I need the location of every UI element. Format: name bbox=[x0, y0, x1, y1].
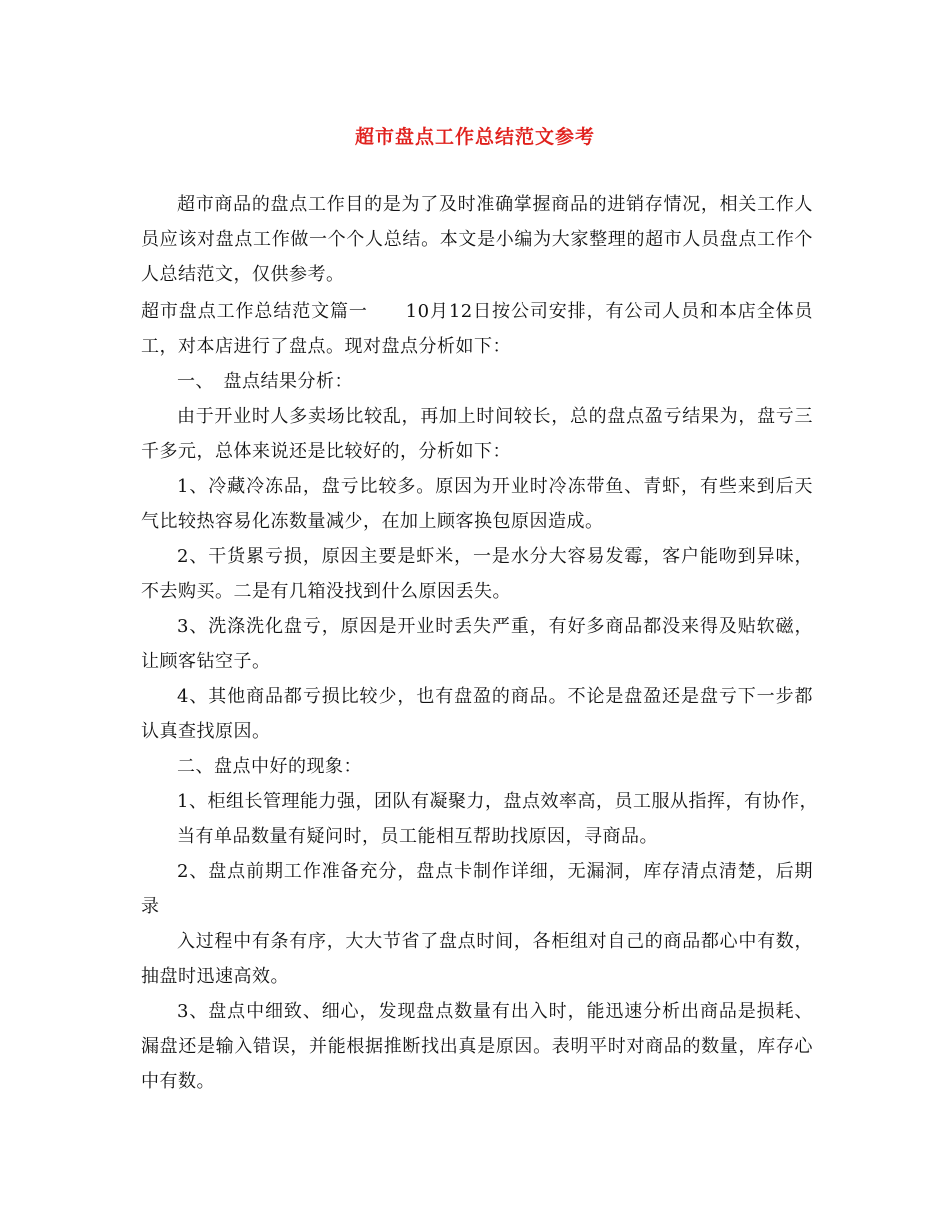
document-title: 超市盘点工作总结范文参考 bbox=[354, 126, 595, 148]
result-item-2: 2、干货累亏损，原因主要是虾米，一是水分大容易发霉，客户能吻到异味，不去购买。二是有几箱没找到什么原因丢失。 bbox=[141, 546, 813, 602]
result-item-1: 1、冷藏冷冻品，盘亏比较多。原因为开业时冷冻带鱼、青虾，有些来到后天气比较热容易化冻数量减少，在加上顾客换包原因造成。 bbox=[141, 476, 813, 532]
good-item-1-line-1: 1、柜组长管理能力强，团队有凝聚力，盘点效率高，员工服从指挥，有协作， bbox=[177, 791, 818, 812]
good-item-2-line-2: 入过程中有条有序，大大节省了盘点时间，各柜组对自己的商品都心中有数，抽盘时迅速高效。 bbox=[141, 931, 813, 987]
section-heading-good-practices: 二、盘点中好的现象： bbox=[177, 756, 362, 777]
section-heading-results: 一、 盘点结果分析： bbox=[177, 371, 353, 392]
good-item-3: 3、盘点中细致、细心，发现盘点数量有出入时，能迅速分析出商品是损耗、漏盘还是输入错误，并能根据推断找出真是原因。表明平时对商品的数量，库存心中有数。 bbox=[141, 1001, 813, 1092]
results-summary-paragraph: 由于开业时人多卖场比较乱，再加上时间较长，总的盘点盈亏结果为，盘亏三千多元，总体来说还是比较好的，分析如下： bbox=[141, 406, 813, 462]
article-opening-paragraph: 超市盘点工作总结范文篇一 10月12日按公司安排，有公司人员和本店全体员工，对本店进行了盘点。现对盘点分析如下： bbox=[141, 301, 813, 357]
intro-paragraph: 超市商品的盘点工作目的是为了及时准确掌握商品的进销存情况，相关工作人员应该对盘点工作做一个个人总结。本文是小编为大家整理的超市人员盘点工作个人总结范文，仅供参考。 bbox=[141, 194, 813, 285]
good-item-2-line-1: 2、盘点前期工作准备充分，盘点卡制作详细，无漏洞，库存清点清楚，后期录 bbox=[141, 861, 813, 917]
result-item-3: 3、洗涤洗化盘亏，原因是开业时丢失严重，有好多商品都没来得及贴软磁，让顾客钻空子。 bbox=[141, 616, 813, 672]
result-item-4: 4、其他商品都亏损比较少，也有盘盈的商品。不论是盘盈还是盘亏下一步都认真查找原因。 bbox=[141, 686, 813, 742]
good-item-1-line-2: 当有单品数量有疑问时，员工能相互帮助找原因，寻商品。 bbox=[177, 826, 658, 847]
